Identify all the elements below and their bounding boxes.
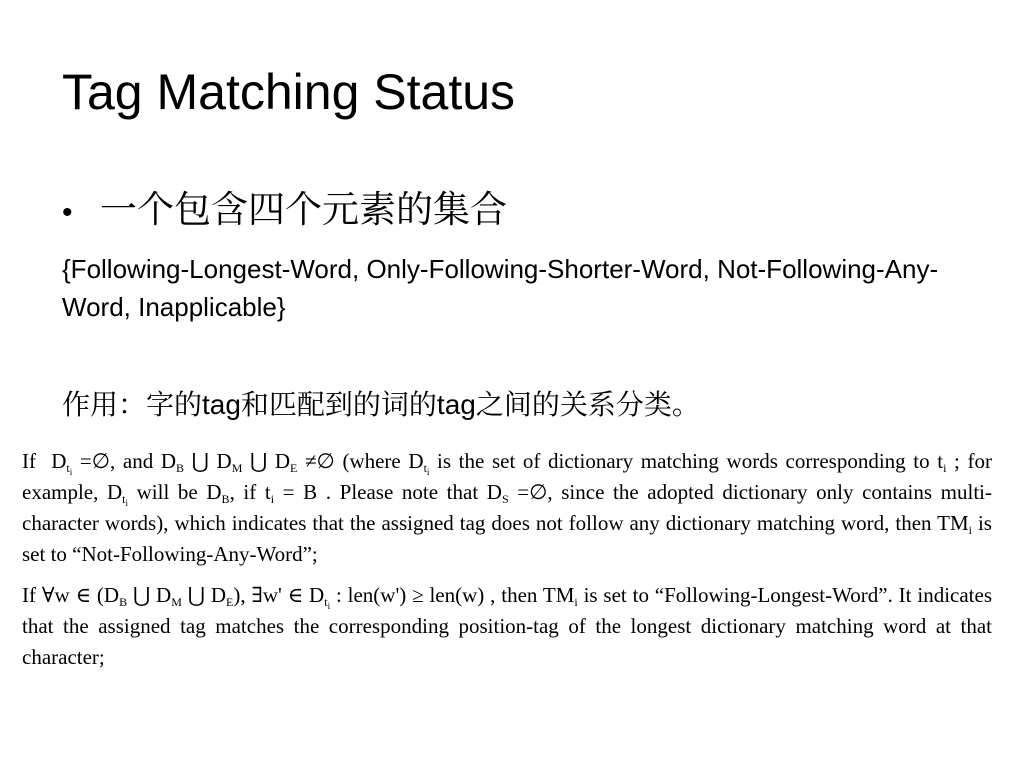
excerpt-paragraph-2: If ∀w ∈ ($D_B$ ⋃ $D_M$ ⋃ $D_E$), ∃w' ∈ $D_{t_i}$ : len(w') ≥ len(w) , then $TM_i$ is set to “Following-Longest-Word”. It indicates that the assigned tag matches the corresponding position-tag of the longest dictionary matching word at that character; (22, 583, 992, 669)
bullet-item (62, 188, 507, 232)
set-definition: {Following-Longest-Word, Only-Following-Shorter-Word, Not-Following-Any-Word, Inapplicable} (62, 254, 939, 322)
bullet-marker: • (62, 196, 73, 229)
paper-excerpt (22, 446, 992, 673)
bullet-text: 一个包含四个元素的集合 (100, 189, 507, 230)
slide-title: Tag Matching Status (62, 64, 516, 120)
purpose-text: 作用：字的tag和匹配到的词的tag之间的关系分类。 (62, 389, 700, 420)
excerpt-paragraph-1: If $D_{t_i}$ =∅, and $D_B$ ⋃ $D_M$ ⋃ $D_E$ ≠∅ (where $D_{t_i}$ is the set of dictionary matching words corresponding to $t_i$ ; for example, $D_{t_i}$ will be $D_B$, if $t_i = B$ . Please note that $D_S$ =∅, since the adopted dictionary only contains multi-character words), which indicates that the assigned tag does not follow any dictionary matching word, then $TM_i$ is set to “Not-Following-Any-Word”; (22, 449, 993, 566)
